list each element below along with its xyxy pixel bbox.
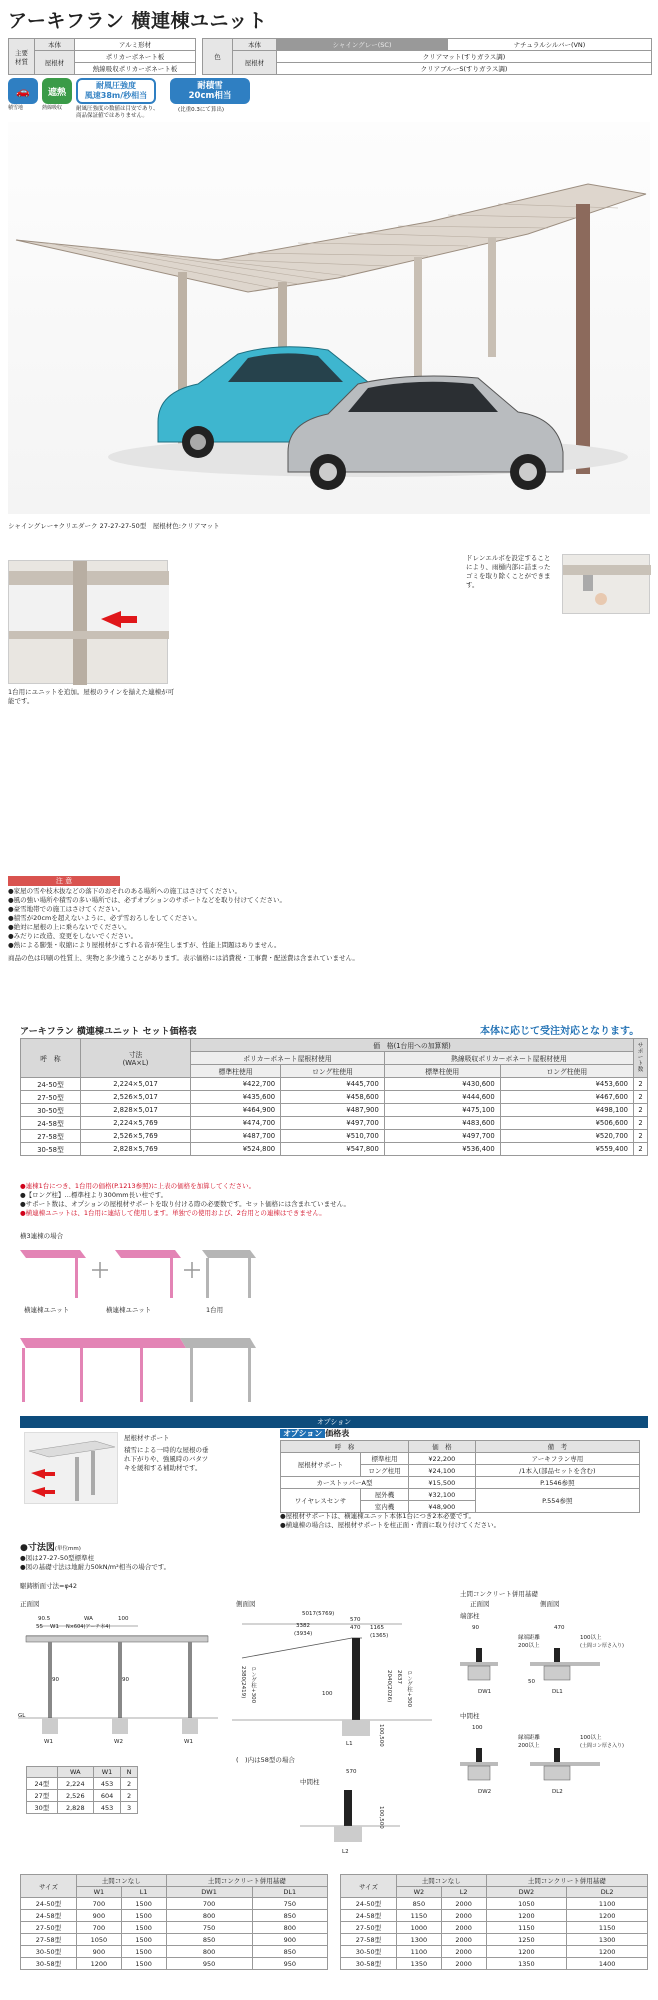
caution-list [8, 887, 648, 963]
carport-illustration [8, 122, 650, 514]
table-row: 30型 2,828 453 3 [27, 1802, 138, 1814]
dimension-title: ●寸法図(単位mm) [20, 1543, 81, 1553]
support-photo [24, 1432, 118, 1504]
table-row: 30-58型 2,828×5,769 ¥524,800 ¥547,800 ¥536,400 ¥559,400 2 [21, 1143, 648, 1156]
table-row: 24-50型 700 1500 700 750 [21, 1898, 328, 1910]
table-row: 27-50型 700 1500 750 800 [21, 1922, 328, 1934]
caution-footer: 商品の色は印刷の性質上、実物と多少違うことがあります。表示価格には消費税・工事費・配送費は含まれていません。 [8, 954, 359, 962]
combo-assembled-diagram [20, 1326, 260, 1404]
combo-label: 横連棟ユニット [24, 1306, 70, 1314]
drain-illustration [563, 555, 651, 615]
support-desc: 積雪による一時的な屋根の垂れ下がりや、強風時のバタツキを緩和する補助材です。 [124, 1446, 209, 1472]
snow-load-badge: 耐積雪 20cm相当 [170, 78, 250, 104]
front-view-label: 正面図 [20, 1600, 40, 1608]
table-row: 30-58型 1200 1500 950 950 [21, 1958, 328, 1970]
table-row: 27-58型 1300 2000 1250 1300 [341, 1934, 648, 1946]
wind-badge: 耐風圧強度 風速38m/秒相当 [76, 78, 156, 104]
side-view-label: 側面図 [236, 1600, 256, 1608]
table-row: 30-50型 2,828×5,017 ¥464,900 ¥487,900 ¥475,100 ¥498,100 2 [21, 1104, 648, 1117]
table-row: 24-50型 2,224×5,017 ¥422,700 ¥445,700 ¥430,600 ¥453,600 2 [21, 1078, 648, 1091]
mid-pillar-label: 中間柱 [300, 1778, 320, 1786]
table-row: 24-58型 900 1500 800 850 [21, 1910, 328, 1922]
wa-table: WA W1 N 24型 2,224 453 2 27型 2,526 604 2 30型 2,828 453 3 [26, 1766, 138, 1814]
price-table-title: アーキフラン 横連棟ユニット セット価格表 [20, 1027, 197, 1037]
mid-foundation-drawing [460, 1748, 650, 1788]
table-row: 27-58型 1050 1500 850 900 [21, 1934, 328, 1946]
heat-shield-badge: 遮熱 [42, 78, 72, 104]
detail-caption: 1台用にユニットを追加。屋根のラインを揃えた連棟が可能です。 [8, 688, 175, 705]
carport-photo [8, 122, 650, 514]
table-row: 室内機 ¥48,900 [281, 1501, 640, 1513]
table-row: 24-50型 850 2000 1050 1100 [341, 1898, 648, 1910]
drain-photo [562, 554, 650, 614]
end-pillar-label: 端部柱 [460, 1612, 480, 1620]
detail-photo [8, 560, 168, 684]
table-row: 24-58型 2,224×5,769 ¥474,700 ¥497,700 ¥483,600 ¥506,600 2 [21, 1117, 648, 1130]
table-row: ワイヤレスセンサ 屋外機 ¥32,100 P.554参照 [281, 1489, 640, 1501]
end-foundation-drawing [460, 1648, 650, 1688]
support-title: 屋根材サポート [124, 1434, 170, 1442]
caution-item: ●家屋の雪や枝木抜などの落下のおそれのある場所への施工はさけてください。 [8, 887, 242, 895]
option-notes: ●屋根材サポートは、横連棟ユニット本体1台につき2本必要です。 ●横連棟の場合は、屋根材サポートを柱正面・背面に取り付けてください。 [280, 1512, 501, 1529]
caution-item: ●絶対に屋根の上に乗らないでください。 [8, 923, 131, 931]
foundation-title: 土間コンクリート併用基礎 [460, 1590, 538, 1598]
mid-pillar-drawing [300, 1790, 400, 1850]
photo-caption: シャイングレー+クリエダーク 27-27-27-50型 屋根材色:クリアマット [8, 522, 220, 530]
combo-label: 横連棟ユニット [106, 1306, 152, 1314]
table-row: 27型 2,526 604 2 [27, 1790, 138, 1802]
combo-label: 1台用 [206, 1306, 224, 1314]
table-row: 屋根材サポート 標準柱用 ¥22,200 アーキフラン専用 [281, 1453, 640, 1465]
table-row: カーストッパーA型 ¥15,500 P.1546参照 [281, 1477, 640, 1489]
table-row: 27-58型 2,526×5,769 ¥487,700 ¥510,700 ¥497,700 ¥520,700 2 [21, 1130, 648, 1143]
table-row: ロング柱用 ¥24,100 /1本入(部品セットを含む) [281, 1465, 640, 1477]
snow-badge [8, 78, 38, 104]
foundation-table-right: サイズ 土間コンなし 土間コンクリート併用基礎 W2 L2 DW2 DL2 24-50型 850 2000 1050 1100 24-58型 1150 2000 1200 1200 27-50型 1000 2000 1150 1150 27-58型 1300 2000 1250 1300 30-50型 1100 2000 1200 1200 30-58型 1350 2000 1350 1400 [340, 1874, 648, 1970]
option-bar: オプション [20, 1416, 648, 1428]
caution-header: 注 意 [8, 876, 120, 886]
car-icon: 🚗 [16, 84, 30, 98]
dimension-notes: ●図は27-27-50型標準柱 ●図の基礎寸法は地耐力50kN/m²相当の場合です。 [20, 1554, 171, 1571]
material-table: 主要 材質 本体 アルミ形材 屋根材 ポリカーボネート板 熱線吸収ポリカーボネート板 [8, 38, 196, 75]
table-row: 30-50型 1100 2000 1200 1200 [341, 1946, 648, 1958]
page-title: アーキフラン 横連棟ユニット [8, 10, 268, 32]
table-row: 30-50型 900 1500 800 850 [21, 1946, 328, 1958]
table-row: 27-50型 2,526×5,017 ¥435,600 ¥458,600 ¥444,600 ¥467,600 2 [21, 1091, 648, 1104]
color-table: 色 本体 シャイングレー(SC) ナチュラルシルバー(VN) 屋根材 クリアマット(すりガラス調) クリアブルーS(すりガラス調) [202, 38, 652, 75]
pillar-note: 駆鋳断面寸法=φ42 [20, 1582, 78, 1590]
order-note: 本体に応じて受注対応となります。 [480, 1026, 640, 1037]
mid-pillar-foundation-label: 中間柱 [460, 1712, 480, 1720]
option-table: 呼 称 価 格 備 考 屋根材サポート 標準柱用 ¥22,200 アーキフラン専用 ロング柱用 ¥24,100 /1本入(部品セットを含む) カーストッパーA型 ¥15,500 P.1546参照 ワイヤレスセンサ 屋外機 ¥32,100 P.554参照 室内機 ¥48,900 [280, 1440, 640, 1513]
paren-note: ( )内は58型の場合 [236, 1756, 295, 1764]
combo-title: 横3連棟の場合 [20, 1232, 64, 1240]
foundation-table-left: サイズ 土間コンなし 土間コンクリート併用基礎 W1 L1 DW1 DL1 24-50型 700 1500 700 750 24-58型 900 1500 800 850 27-50型 700 1500 750 800 27-58型 1050 1500 850 900 30-50型 900 1500 800 850 30-58型 1200 1500 950 950 [20, 1874, 328, 1970]
caution-item: ●みだりに改造、変更をしないでください。 [8, 932, 138, 940]
caution-item: ●積雪が20cmを超えないように、必ず雪おろしをしてください。 [8, 914, 201, 922]
price-notes: ●連棟1台につき、1台用の価格(P.1213参照)に上表の価格を加算してください。 ●【ロング柱】…標準柱より300mm長い柱です。 ●サポート数は、オプションの屋根材サポートを取り付ける際の必要数です。セット価格には含まれていません。 ●横連棟ユニットは、1台用に連結して使用します。単独での使用および、2台用との連棟はできません。 [20, 1182, 350, 1217]
detail-illustration [9, 561, 169, 685]
caution-item: ●熱による膨張・収縮により屋根材がこすれる音が発生しますが、性能上問題はありません。 [8, 941, 281, 949]
price-table: 呼 称 寸法 (WA×L) 価 格(1台用への加算額) サポート数 ポリカーボネート屋根材使用 熱線吸収ポリカーボネート屋根材使用 標準柱使用 ロング柱使用 標準柱使用 ロング柱使用 24-50型 2,224×5,017 ¥422,700 ¥445,700 ¥430,600 ¥453,600 2 27-50型 2,526×5,017 ¥435,600 ¥458,600 ¥444,600 ¥467,600 2 30-50型 2,828×5,017 ¥464,900 ¥487,900 ¥475,100 ¥498,100 2 24-58型 2,224×5,769 ¥474,700 ¥497,700 ¥483,600 ¥506,600 2 27-58型 2,526×5,769 ¥487,700 ¥510,700 ¥497,700 ¥520,700 2 30-58型 2,828×5,769 ¥524,800 ¥547,800 ¥536,400 ¥559,400 2 [20, 1038, 648, 1156]
table-row: 24型 2,224 453 2 [27, 1778, 138, 1790]
table-row: 30-58型 1350 2000 1350 1400 [341, 1958, 648, 1970]
combo-diagram [20, 1244, 260, 1304]
option-table-title: オプション 価格表 [280, 1428, 349, 1439]
drain-caption: ドレンエルボを設定することにより、雨樋内部に詰まったゴミを取り除くことができます。 [466, 554, 551, 589]
caution-item: ●風の強い場所や積雪の多い場所では、必ずオプションのサポートなどを取り付けてください。 [8, 896, 287, 904]
caution-item: ●豪雪地帯での施工はさけてください。 [8, 905, 125, 913]
support-illustration [25, 1433, 119, 1505]
table-row: 27-50型 1000 2000 1150 1150 [341, 1922, 648, 1934]
table-row: 24-58型 1150 2000 1200 1200 [341, 1910, 648, 1922]
